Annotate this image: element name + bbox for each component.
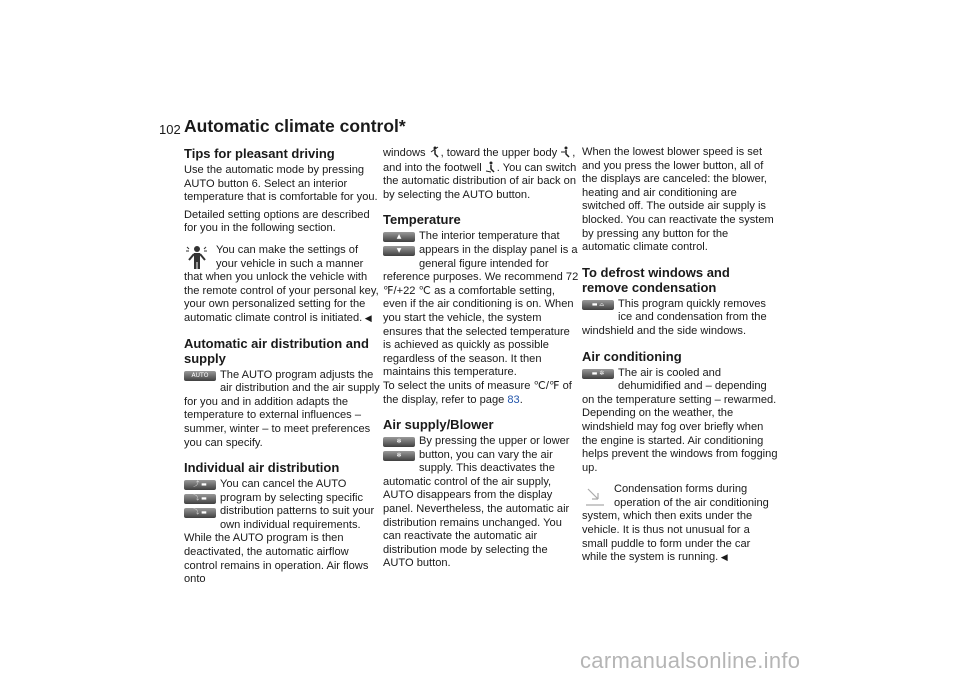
airflow-body-icon: [560, 146, 572, 158]
page-number: 102: [159, 122, 181, 137]
blower-button-icon: ✻: [383, 437, 415, 447]
text-footwell: , and into the footwell: [383, 147, 576, 174]
note-personal-text: You can make the settings of your vehicle in such a manner that when you unlock the vehicle with the remote control of your personal key, your own personalized setting for the automatic climate control is initiated.: [184, 243, 379, 324]
end-mark-icon: ◀: [718, 552, 728, 563]
ac-block: [582, 367, 778, 408]
page-ref-link[interactable]: 83: [507, 393, 520, 406]
defrost-block: [582, 298, 778, 339]
heading-temperature: Temperature: [383, 212, 461, 228]
para-distribution-continued: [383, 146, 579, 202]
ac-button-icon: ▬ ✲: [582, 369, 614, 379]
para-blower: By pressing the upper or lower button, you can vary the air supply. This deactivates the automatic control of the air supply, AUTO disappears from the display panel. Nevertheless, the automatic air distribution remains unchanged. You can reactivate the automatic air distribution mode by selecting the AUTO button.: [383, 435, 570, 570]
para-defrost: This program quickly removes ice and condensation from the windshield and the side windows.: [582, 297, 767, 337]
para-tips-2: Detailed setting options are described for you in the following section.: [184, 208, 370, 235]
individual-block: [184, 478, 380, 587]
auto-block: [184, 369, 380, 451]
para-units: [383, 380, 579, 407]
note-condensation: [582, 483, 778, 565]
text-upper-body: , toward the upper body: [440, 147, 558, 159]
blower-block: [383, 435, 579, 571]
column-2: [383, 146, 579, 571]
temperature-up-button-icon: ▲: [383, 232, 415, 242]
text-units: To select the units of measure ℃/℉ of the display, refer to page: [383, 379, 572, 406]
note-pointer-icon: [582, 483, 608, 509]
airflow-footwell-icon: [485, 161, 497, 173]
heading-ac: Air conditioning: [582, 348, 682, 364]
page-title: Automatic climate control*: [184, 116, 406, 136]
air-distribution-button-icon: ⤵ ▬: [184, 508, 216, 518]
text-windows: windows: [383, 147, 426, 159]
note-condensation-text: Condensation forms during operation of the air conditioning system, which then exits under the vehicle. It is thus not unusual for a small puddle to form under the car while the system is running.: [582, 483, 769, 564]
text-switch-back: . You can switch the automatic distribution of air back on by selecting the AUTO button.: [383, 161, 577, 201]
airflow-windows-icon: [429, 146, 441, 158]
note-personal: [184, 244, 380, 326]
para-lowest: When the lowest blower speed is set and you press the lower button, all of the displays are canceled: the blower, heating and air conditioning are switched off. The outside air supply is blocked. You can reactivate the system by pressing any button for the automatic climate control.: [582, 146, 774, 254]
heading-auto: Automatic air distribution and supply: [184, 335, 369, 366]
para-ac-1: The air is cooled and dehumidified and – depending on the temperature setting – rewarmed.: [582, 366, 777, 406]
heading-defrost: To defrost windows and remove condensation: [582, 264, 730, 295]
heading-blower: Air supply/Blower: [383, 417, 494, 433]
auto-button-icon: AUTO: [184, 371, 216, 381]
air-distribution-button-icon: ⤵ ▬: [184, 494, 216, 504]
blower-button-icon: ✻: [383, 451, 415, 461]
temperature-down-button-icon: ▼: [383, 246, 415, 256]
heading-tips: Tips for pleasant driving: [184, 146, 335, 161]
para-individual: You can cancel the AUTO program by selecting specific distribution patterns to suit your own individual requirements. While the AUTO program is then deactivated, the automatic airflow control remains in operation. Air flows onto: [184, 478, 375, 586]
defrost-button-icon: ▬ ⌓: [582, 300, 614, 310]
para-ac-2: Depending on the weather, the windshield may fog over briefly when the engine is started. Air conditioning helps prevent the windows from fogging up.: [582, 407, 778, 474]
person-key-icon: [184, 244, 210, 270]
column-3: [582, 146, 778, 565]
para-tips-1: Use the automatic mode by pressing AUTO button 6. Select an interior temperature that is comfortable for you.: [184, 164, 378, 204]
heading-individual: Individual air distribution: [184, 460, 340, 476]
column-1: [184, 146, 380, 587]
para-temperature: The interior temperature that appears in the display panel is a general figure intended for reference purposes. We recommend 72 ℉/+22 ℃ as a comfortable setting, even if the air conditioning is on. When you start the vehicle, the system ensures that the selected temperature is achieved as quickly as possible regardless of the season. It then maintains this temperature.: [383, 230, 579, 379]
air-distribution-button-icon: ⤴ ▬: [184, 480, 216, 490]
end-mark-icon: ◀: [362, 312, 372, 323]
text-period: .: [519, 393, 523, 406]
watermark: carmanualsonline.info: [580, 648, 801, 673]
temperature-block: [383, 230, 579, 380]
para-auto: The AUTO program adjusts the air distribution and the air supply for you and in addition adapts the temperature to external influences – summer, winter – to meet preferences you can specify.: [184, 368, 380, 449]
